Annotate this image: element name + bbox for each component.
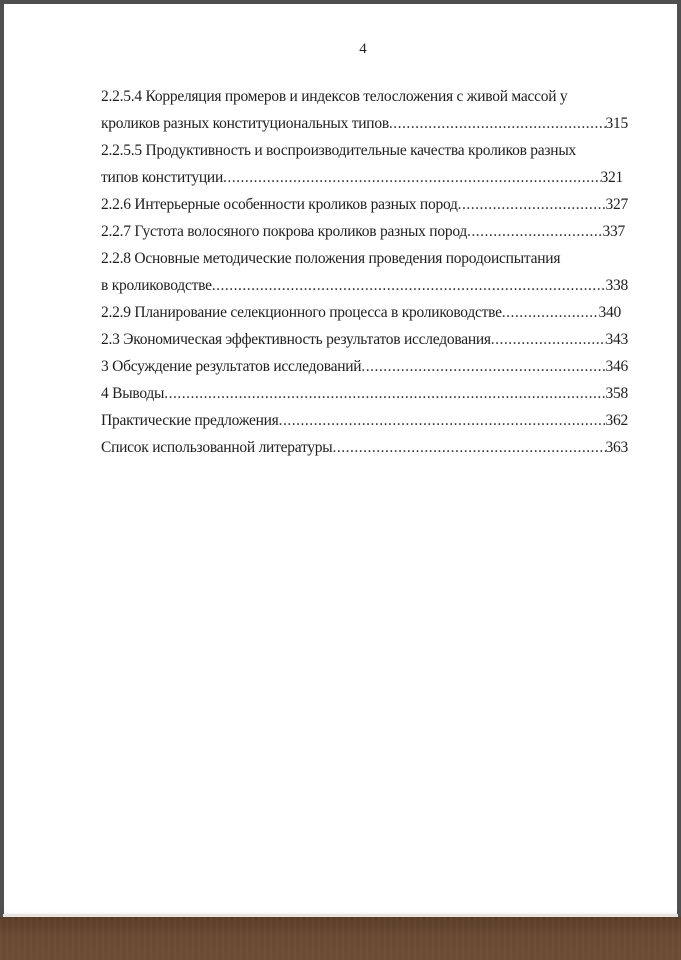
toc-dot-leader xyxy=(389,110,606,137)
toc-entry-2-2-5-5 xyxy=(101,137,628,164)
table-of-contents xyxy=(101,83,628,461)
toc-entry-2-2-5-4-cont xyxy=(101,110,628,137)
toc-dot-leader xyxy=(164,380,605,407)
toc-entry-title: 3 Обсуждение результатов исследований xyxy=(101,358,362,375)
toc-entry-page: 315 xyxy=(605,115,628,132)
toc-dot-leader xyxy=(223,164,601,191)
toc-entry-page: 337 xyxy=(602,223,625,240)
toc-dot-leader xyxy=(502,299,599,326)
toc-entry-references xyxy=(101,434,628,461)
toc-entry-title: 2.2.5.5 Продуктивность и воспроизводительные качества кроликов разных xyxy=(101,142,576,159)
toc-entry-page: 363 xyxy=(605,439,628,456)
toc-entry-title: Список использованной литературы xyxy=(101,439,333,456)
toc-dot-leader xyxy=(279,407,606,434)
toc-entry-practical-proposals xyxy=(101,407,628,434)
toc-entry-page: 327 xyxy=(605,196,628,213)
toc-entry-page: 343 xyxy=(605,331,628,348)
toc-entry-2-2-5-4 xyxy=(101,83,628,110)
toc-entry-2-2-9 xyxy=(101,299,628,326)
toc-entry-title: типов конституции xyxy=(101,169,223,186)
toc-entry-2-2-6 xyxy=(101,191,628,218)
toc-entry-3 xyxy=(101,353,628,380)
toc-entry-2-2-5-5-cont xyxy=(101,164,628,191)
toc-entry-title: 2.2.5.4 Корреляция промеров и индексов телосложения с живой массой у xyxy=(101,88,568,105)
toc-dot-leader xyxy=(467,218,602,245)
toc-entry-page: 321 xyxy=(600,169,623,186)
toc-entry-title: в кролиководстве xyxy=(101,277,212,294)
toc-entry-title: 2.2.7 Густота волосяного покрова кроликов разных пород xyxy=(101,223,468,240)
toc-entry-title: Практические предложения xyxy=(101,412,279,429)
toc-dot-leader xyxy=(458,191,606,218)
toc-entry-title: 2.2.9 Планирование селекционного процесса в кролиководстве xyxy=(101,304,502,321)
toc-entry-2-2-8-cont xyxy=(101,272,628,299)
toc-entry-title: кроликов разных конституциональных типов xyxy=(101,115,389,132)
toc-entry-title: 2.3 Экономическая эффективность результатов исследования xyxy=(101,331,491,348)
toc-entry-page: 358 xyxy=(605,385,628,402)
toc-entry-title: 2.2.8 Основные методические положения проведения породоиспытания xyxy=(101,250,561,267)
toc-entry-title: 4 Выводы xyxy=(101,385,165,402)
toc-entry-page: 362 xyxy=(605,412,628,429)
page-number: 4 xyxy=(359,41,367,57)
toc-entry-title: 2.2.6 Интерьерные особенности кроликов разных пород xyxy=(101,196,458,213)
toc-entry-page: 340 xyxy=(598,304,621,321)
toc-dot-leader xyxy=(212,272,606,299)
toc-entry-page: 346 xyxy=(605,358,628,375)
toc-entry-4 xyxy=(101,380,628,407)
toc-entry-2-2-8 xyxy=(101,245,628,272)
wood-background xyxy=(0,917,681,960)
toc-dot-leader xyxy=(361,353,605,380)
toc-dot-leader xyxy=(332,434,605,461)
toc-entry-2-3 xyxy=(101,326,628,353)
toc-entry-page: 338 xyxy=(605,277,628,294)
toc-entry-2-2-7 xyxy=(101,218,628,245)
toc-dot-leader xyxy=(491,326,606,353)
